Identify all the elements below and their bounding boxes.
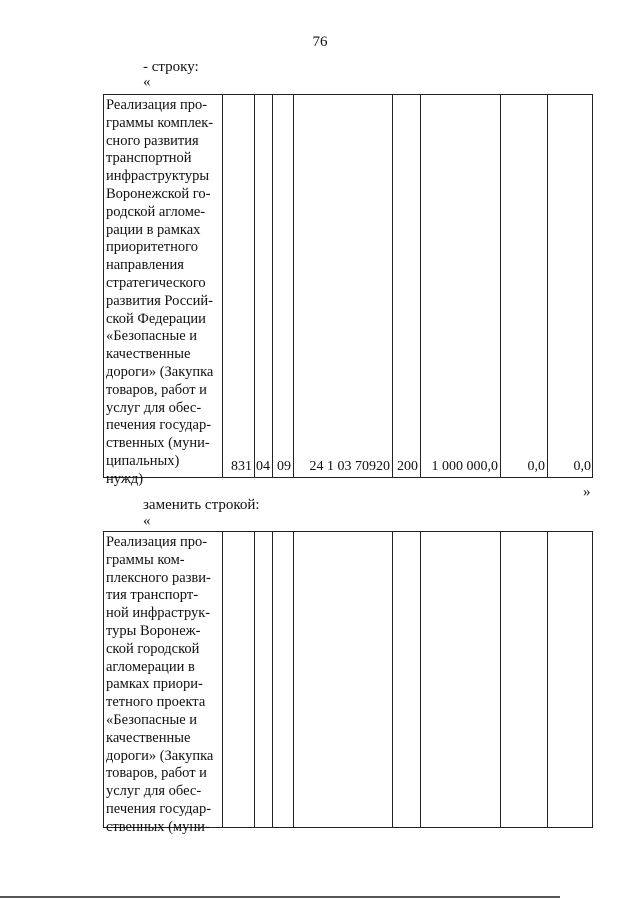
- row-label: - строку:: [143, 59, 199, 75]
- column-divider: [272, 95, 273, 477]
- column-divider: [392, 95, 393, 477]
- bottom-rule: [0, 896, 560, 898]
- column-divider: [547, 95, 548, 477]
- column-divider: [222, 95, 223, 477]
- column-divider: [420, 95, 421, 477]
- replace-label: заменить строкой:: [143, 497, 260, 513]
- column-divider: [254, 532, 255, 827]
- cell-target-article: 24 1 03 70920: [309, 459, 390, 474]
- row-description: Реализация про- граммы комплек- сного развития транспортной инфраструктуры Воронежской го- родской агломе- рации в рамках приоритетного направления стратегического развития Россий- ской Федерации «Безопасные и качественные дороги» (Закупка товаров, работ и услуг для обес- печения государ- ственных (муни- ципальных) нужд): [106, 97, 214, 487]
- page-number: 76: [312, 34, 328, 50]
- column-divider: [254, 95, 255, 477]
- column-divider: [547, 532, 548, 827]
- cell-ministry-code: 831: [231, 459, 252, 474]
- cell-section: 04: [256, 459, 270, 474]
- budget-table-old-row: [103, 94, 593, 487]
- column-divider: [500, 95, 501, 477]
- cell-subsection: 09: [277, 459, 291, 474]
- row-description: Реализация про- граммы ком- плексного разви- тия транспорт- ной инфраструк- туры Воронеж- ской городской агломерации в рамках приори- тетного проекта «Безопасные и качественные дороги» (Закупка товаров, работ и услуг для обес- печения государ- ственных (муни-: [106, 534, 214, 835]
- cell-amount-1: 1 000 000,0: [431, 459, 498, 474]
- column-divider: [272, 532, 273, 827]
- close-quote-1: »: [583, 484, 591, 500]
- column-divider: [293, 532, 294, 827]
- column-divider: [500, 532, 501, 827]
- open-quote-2: «: [143, 513, 151, 529]
- column-divider: [392, 532, 393, 827]
- cell-amount-2: 0,0: [527, 459, 545, 474]
- open-quote-1: «: [143, 74, 151, 90]
- cell-amount-3: 0,0: [573, 459, 591, 474]
- budget-table-new-row: [103, 531, 593, 835]
- column-divider: [420, 532, 421, 827]
- column-divider: [222, 532, 223, 827]
- cell-expense-type: 200: [397, 459, 418, 474]
- column-divider: [293, 95, 294, 477]
